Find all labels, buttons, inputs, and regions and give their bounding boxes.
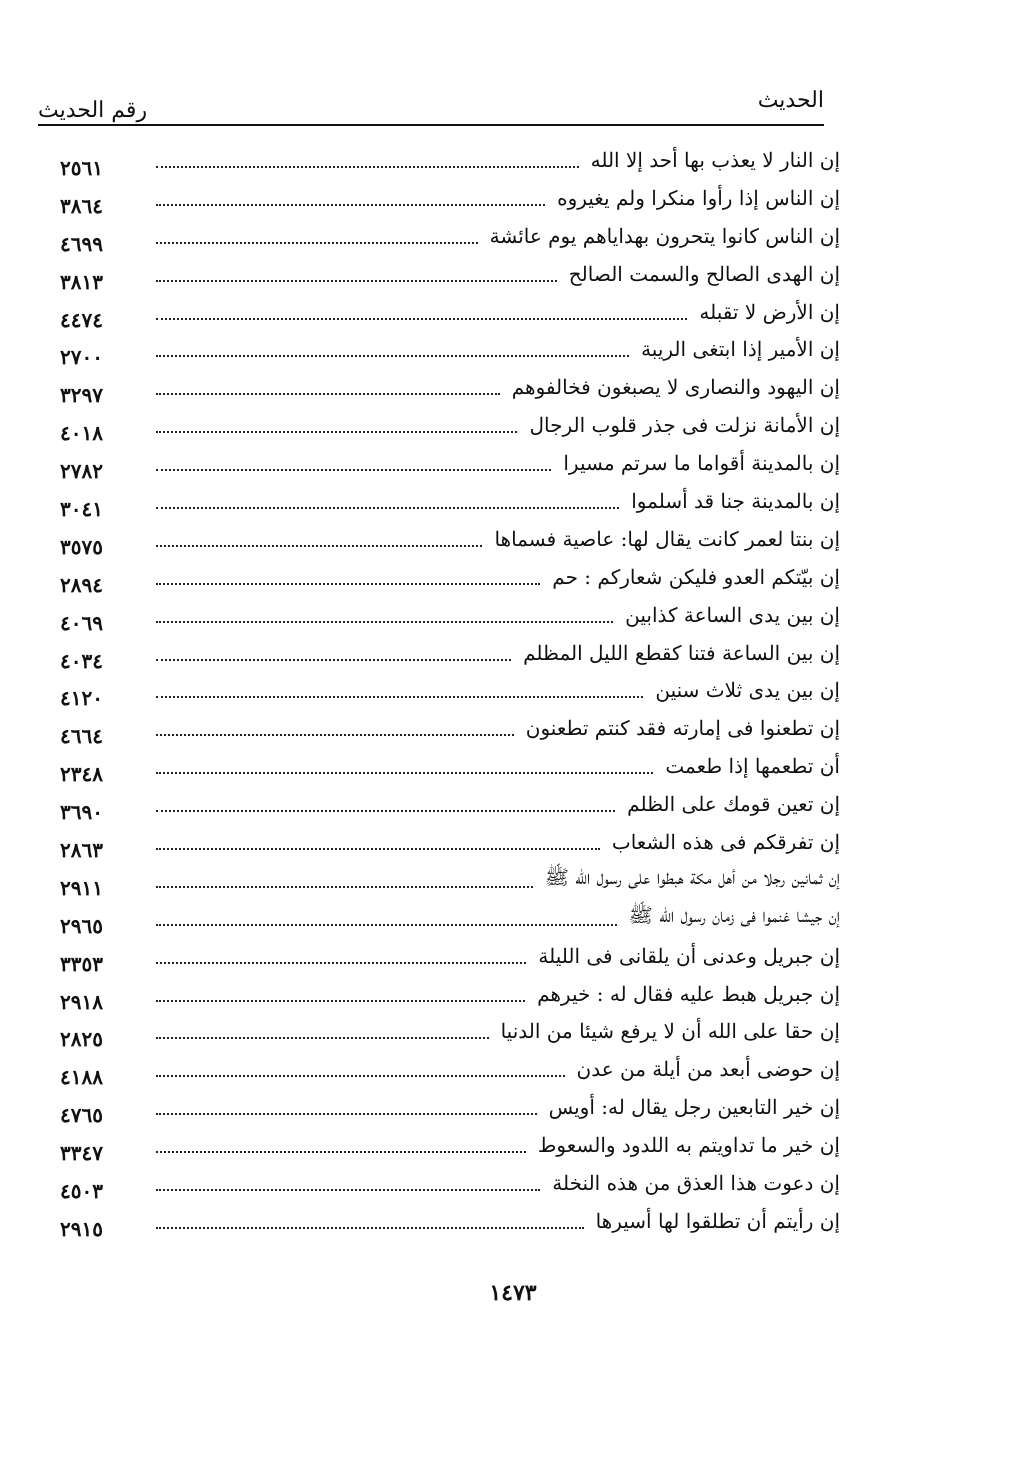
dot-leader (156, 848, 600, 850)
dot-leader (156, 507, 619, 509)
hadith-number: ٢٣٤٨ (60, 762, 103, 787)
dot-leader (156, 393, 500, 395)
list-item (60, 709, 840, 747)
hadith-number: ٤٦٩٩ (60, 231, 103, 256)
list-item (60, 330, 840, 368)
dot-leader (156, 886, 533, 888)
hadith-text: إن خير التابعين رجل يقال له: أويس (548, 1095, 840, 1120)
hadith-text: إن بيّتكم العدو فليكن شعاركم : حم (552, 564, 840, 589)
hadith-text: إن الناس إذا رأوا منكرا ولم يغيروه (557, 185, 840, 210)
hadith-number: ٤٠٦٩ (60, 610, 103, 635)
hadith-number: ٣٨١٣ (60, 269, 103, 294)
hadith-text: إن تفرقكم فى هذه الشعاب (611, 829, 840, 854)
hadith-number: ٣٦٩٠ (60, 800, 103, 825)
dot-leader (156, 1227, 584, 1229)
hadith-number: ٣٢٩٧ (60, 383, 103, 408)
list-item (60, 482, 840, 520)
list-item (60, 444, 840, 482)
hadith-number: ٢٨٢٥ (60, 1027, 103, 1052)
hadith-text: إن الهدى الصالح والسمت الصالح (568, 261, 840, 286)
dot-leader (156, 734, 514, 736)
list-item (60, 141, 840, 179)
list-item (60, 937, 840, 975)
dot-leader (156, 659, 511, 661)
hadith-number: ٣٨٦٤ (60, 193, 103, 218)
list-item (60, 899, 840, 937)
hadith-number: ٤١٢٠ (60, 686, 103, 711)
hadith-text: إن الأرض لا تقبله (699, 299, 840, 324)
hadith-number: ٢٩٦٥ (60, 913, 103, 938)
hadith-number: ٢٨٦٣ (60, 837, 103, 862)
dot-leader (156, 204, 545, 206)
hadith-number: ٢٥٦١ (60, 155, 103, 180)
list-item (60, 217, 840, 255)
dot-leader (156, 431, 517, 433)
hadith-text: إن الأمير إذا ابتغى الريبة (641, 337, 840, 362)
hadith-number: ٢٩١١ (60, 875, 103, 900)
hadith-number: ٢٧٨٢ (60, 459, 103, 484)
column-heading-hadith-number: رقم الحديث (38, 98, 148, 123)
list-item (60, 1126, 840, 1164)
hadith-number: ٤٦٦٤ (60, 724, 103, 749)
hadith-number: ٣٣٤٧ (60, 1141, 103, 1166)
list-item (60, 634, 840, 672)
dot-leader (156, 924, 617, 926)
dot-leader (156, 280, 557, 282)
dot-leader (156, 242, 478, 244)
hadith-text: إن اليهود والنصارى لا يصبغون فخالفوهم (511, 375, 840, 400)
column-heading-hadith: الحديث (757, 88, 824, 113)
list-item (60, 368, 840, 406)
list-item (60, 255, 840, 293)
list-item (60, 596, 840, 634)
hadith-text: إن بنتا لعمر كانت يقال لها: عاصية فسماها (494, 526, 840, 551)
list-item (60, 1012, 840, 1050)
hadith-number: ٤٠١٨ (60, 421, 103, 446)
list-item (60, 861, 840, 899)
hadith-number: ٤٤٧٤ (60, 307, 103, 332)
list-item (60, 1088, 840, 1126)
dot-leader (156, 469, 551, 471)
hadith-number: ٢٩١٥ (60, 1216, 103, 1241)
page-number: ١٤٧٣ (489, 1280, 537, 1306)
list-item (60, 1164, 840, 1202)
hadith-number: ٤٧٦٥ (60, 1103, 103, 1128)
hadith-number: ٣٠٤١ (60, 496, 103, 521)
hadith-number: ٤٥٠٣ (60, 1178, 103, 1203)
hadith-text: إن دعوت هذا العذق من هذه النخلة (552, 1170, 840, 1195)
hadith-text: إن تطعنوا فى إمارته فقد كنتم تطعنون (525, 716, 840, 741)
dot-leader (156, 583, 540, 585)
hadith-number: ٣٣٥٣ (60, 951, 103, 976)
hadith-number: ٢٧٠٠ (60, 345, 103, 370)
hadith-text: إن جيشا غنموا فى زمان رسول الله ﷺ (628, 903, 840, 928)
hadith-number: ٤٠٣٤ (60, 648, 103, 673)
dot-leader (156, 696, 643, 698)
header-divider (38, 124, 824, 126)
hadith-number: ٣٥٧٥ (60, 534, 103, 559)
hadith-text: إن خير ما تداويتم به اللدود والسعوط (537, 1133, 840, 1158)
hadith-text: إن الناس كانوا يتحرون بهداياهم يوم عائشة (489, 223, 840, 248)
dot-leader (156, 1113, 537, 1115)
dot-leader (156, 621, 613, 623)
list-item (60, 520, 840, 558)
list-item (60, 1202, 840, 1240)
hadith-text: إن بالمدينة جنا قد أسلموا (631, 488, 840, 513)
list-item (60, 671, 840, 709)
list-item (60, 785, 840, 823)
hadith-text: إن حوضى أبعد من أيلة من عدن (576, 1057, 840, 1082)
hadith-text: إن تعين قومك على الظلم (627, 792, 840, 817)
dot-leader (156, 1151, 526, 1153)
hadith-number: ٢٨٩٤ (60, 572, 103, 597)
list-item (60, 406, 840, 444)
hadith-text: إن الأمانة نزلت فى جذر قلوب الرجال (529, 413, 840, 438)
dot-leader (156, 545, 482, 547)
hadith-text: إن بالمدينة أقواما ما سرتم مسيرا (563, 451, 840, 476)
hadith-text: إن بين يدى الساعة كذابين (625, 602, 840, 627)
dot-leader (156, 355, 629, 357)
dot-leader (156, 1000, 525, 1002)
dot-leader (156, 1189, 540, 1191)
dot-leader (156, 772, 653, 774)
hadith-text: إن حقا على الله أن لا يرفع شيئا من الدنيا (500, 1019, 840, 1044)
list-item (60, 823, 840, 861)
hadith-text: إن جبريل وعدنى أن يلقانى فى الليلة (538, 943, 840, 968)
dot-leader (156, 1075, 565, 1077)
dot-leader (156, 1037, 489, 1039)
hadith-text: أن تطعمها إذا طعمت (665, 754, 840, 779)
hadith-text: إن بين الساعة فتنا كقطع الليل المظلم (523, 640, 840, 665)
dot-leader (156, 962, 526, 964)
list-item (60, 293, 840, 331)
list-item (60, 558, 840, 596)
dot-leader (156, 810, 615, 812)
dot-leader (156, 318, 687, 320)
list-item (60, 747, 840, 785)
hadith-number: ٤١٨٨ (60, 1065, 103, 1090)
hadith-text: إن رأيتم أن تطلقوا لها أسيرها (595, 1208, 840, 1233)
hadith-text: إن النار لا يعذب بها أحد إلا الله (590, 147, 840, 172)
hadith-number: ٢٩١٨ (60, 989, 103, 1014)
list-item (60, 1050, 840, 1088)
hadith-text: إن ثمانين رجلا من أهل مكة هبطوا على رسول الله ﷺ (544, 865, 840, 890)
list-item (60, 179, 840, 217)
list-item (60, 975, 840, 1013)
dot-leader (156, 166, 579, 168)
page-header (38, 88, 824, 124)
hadith-index-list (60, 141, 840, 1240)
hadith-text: إن جبريل هبط عليه فقال له : خيرهم (537, 981, 840, 1006)
hadith-text: إن بين يدى ثلاث سنين (655, 678, 840, 703)
